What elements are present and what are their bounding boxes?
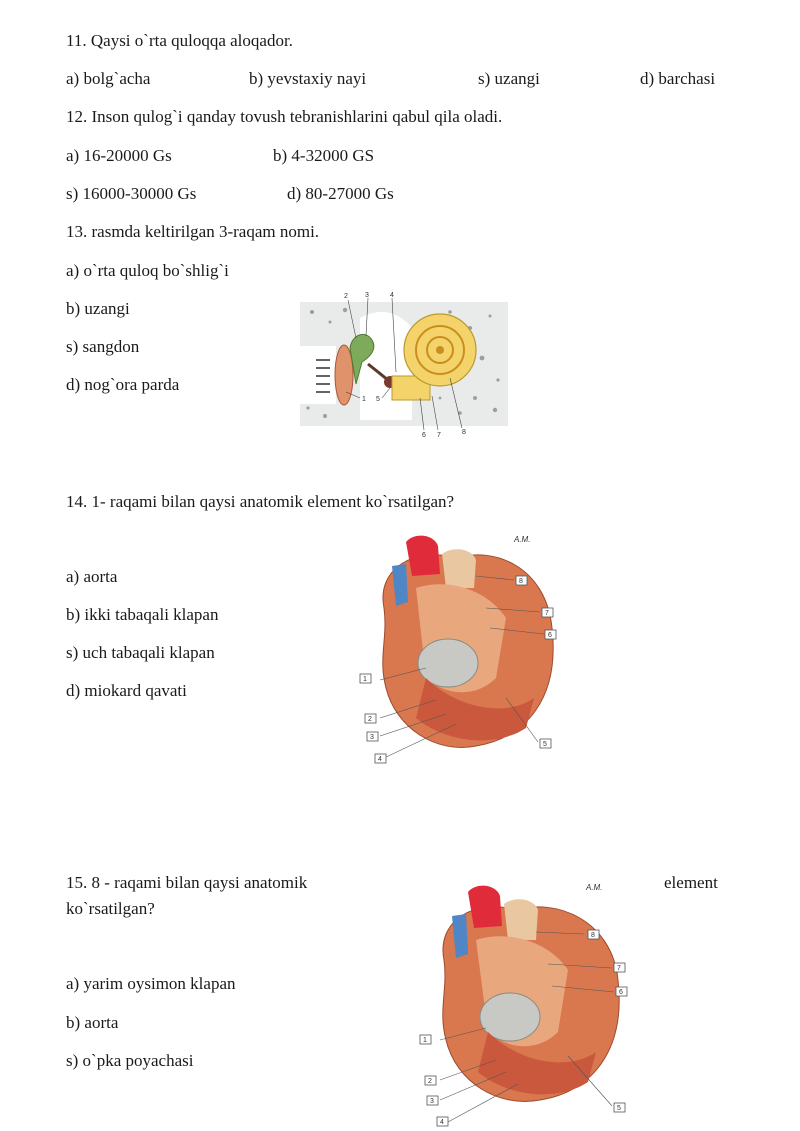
heart-figure-1 xyxy=(356,528,566,768)
q12-option-s: s) 16000-30000 Gs xyxy=(66,184,197,203)
ear-canal xyxy=(300,346,336,404)
q12-option-b: b) 4-32000 GS xyxy=(273,146,375,165)
heart-2-label-6: 6 xyxy=(619,989,623,996)
q13-option-d: d) nog`ora parda xyxy=(66,375,180,394)
question-11: 11. Qaysi o`rta quloqqa aloqador. xyxy=(66,31,293,50)
q14-option-s: s) uch tabaqali klapan xyxy=(66,643,215,662)
heart-1-label-5: 5 xyxy=(543,741,547,748)
q15-option-b: b) aorta xyxy=(66,1013,119,1032)
question-15-part-1: 15. 8 - raqami bilan qaysi anatomik xyxy=(66,873,308,892)
q11-option-d: d) barchasi xyxy=(640,69,716,88)
ear-label-3: 3 xyxy=(365,292,369,299)
heart-2-label-5: 5 xyxy=(617,1105,621,1112)
heart-1-label-7: 7 xyxy=(545,610,549,617)
middle-ear-cavity xyxy=(360,312,412,420)
question-15-part-2: element xyxy=(664,873,718,892)
tympanic-membrane xyxy=(335,345,353,405)
cochlea-apex xyxy=(436,346,444,354)
heart-1-label-8: 8 xyxy=(519,578,523,585)
heart-2-vessel-root xyxy=(504,899,538,940)
ear-label-5: 5 xyxy=(376,396,380,403)
q11-option-b: b) yevstaxiy nayi xyxy=(249,69,367,88)
heart-2-aorta xyxy=(468,886,502,928)
ear-label-4: 4 xyxy=(390,292,394,299)
ear-label-2: 2 xyxy=(344,293,348,300)
question-12: 12. Inson qulog`i qanday tovush tebranishlarini qabul qila oladi. xyxy=(66,107,503,126)
heart-2-label-8: 8 xyxy=(591,932,595,939)
heart-1-label-6: 6 xyxy=(548,632,552,639)
q12-option-d: d) 80-27000 Gs xyxy=(287,184,394,203)
heart-1-label-1: 1 xyxy=(363,676,367,683)
heart-1-mark: A.M. xyxy=(514,535,531,544)
q14-option-d: d) miokard qavati xyxy=(66,681,187,700)
ear-label-7: 7 xyxy=(437,432,441,438)
aorta-arch xyxy=(406,536,440,576)
question-13: 13. rasmda keltirilgan 3-raqam nomi. xyxy=(66,222,320,241)
q13-option-s: s) sangdon xyxy=(66,337,140,356)
ear-label-1: 1 xyxy=(362,396,366,403)
heart-2-label-2: 2 xyxy=(428,1078,432,1085)
heart-figure-2 xyxy=(416,880,636,1128)
q14-option-b: b) ikki tabaqali klapan xyxy=(66,605,219,624)
heart-2-label-3: 3 xyxy=(430,1098,434,1105)
q13-option-b: b) uzangi xyxy=(66,299,130,318)
heart-2-label-1: 1 xyxy=(423,1037,427,1044)
heart-2-label-4: 4 xyxy=(440,1119,444,1126)
heart-1-label-4: 4 xyxy=(378,756,382,763)
q11-option-a: a) bolg`acha xyxy=(66,69,151,88)
heart-1-label-2: 2 xyxy=(368,716,372,723)
q14-option-a: a) aorta xyxy=(66,567,118,586)
q15-option-s: s) o`pka poyachasi xyxy=(66,1051,194,1070)
ear-figure xyxy=(300,288,510,438)
question-14: 14. 1- raqami bilan qaysi anatomik element ko`rsatilgan? xyxy=(66,492,455,511)
q15-option-a: a) yarim oysimon klapan xyxy=(66,974,236,993)
heart-2-mark: A.M. xyxy=(586,883,603,892)
q12-option-a: a) 16-20000 Gs xyxy=(66,146,172,165)
ear-label-8: 8 xyxy=(462,429,466,436)
question-15-part-3: ko`rsatilgan? xyxy=(66,899,155,918)
heart-1-label-3: 3 xyxy=(370,734,374,741)
vessel-root xyxy=(442,549,476,588)
q11-option-s: s) uzangi xyxy=(478,69,540,88)
q13-option-a: a) o`rta quloq bo`shlig`i xyxy=(66,261,229,280)
ear-label-6: 6 xyxy=(422,432,426,438)
heart-2-label-7: 7 xyxy=(617,965,621,972)
